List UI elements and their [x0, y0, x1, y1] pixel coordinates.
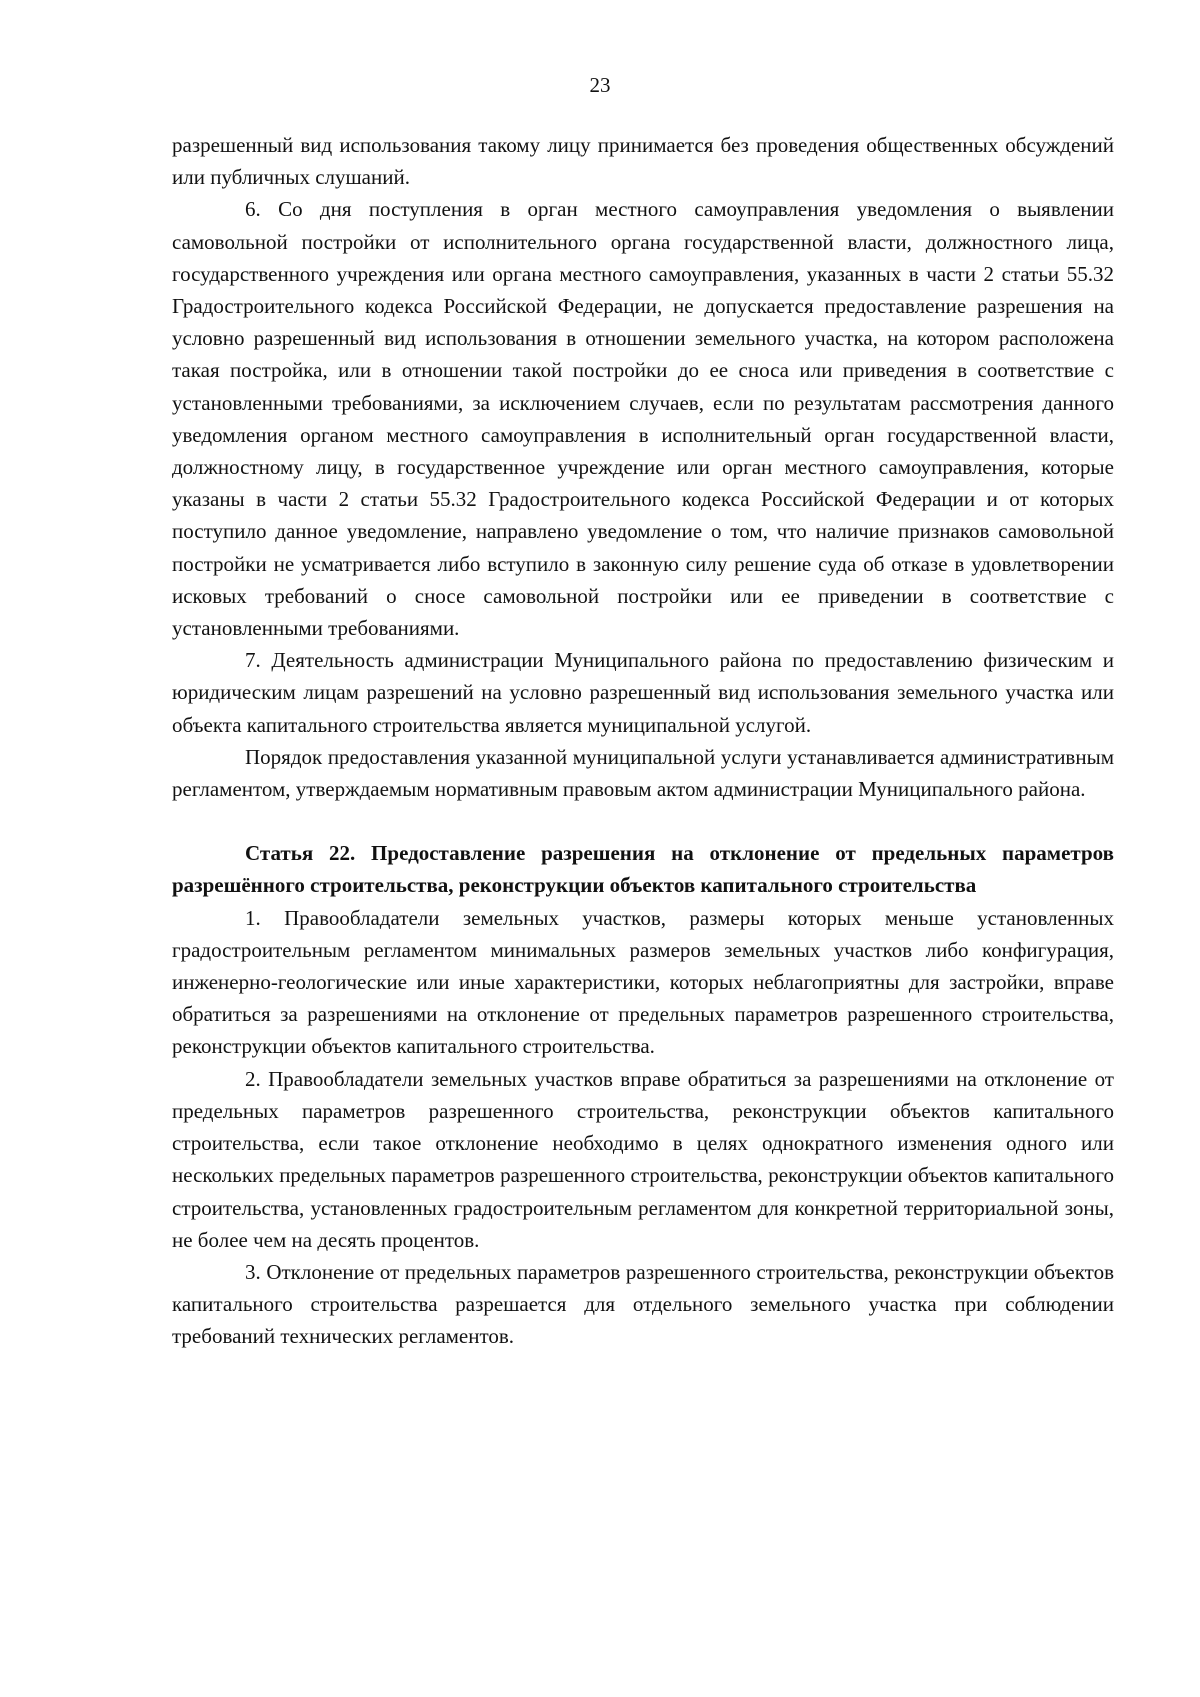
section-spacer: [172, 805, 1114, 837]
article-22-item-3: 3. Отклонение от предельных параметров разрешенного строительства, реконструкции объектов капитального строительства разрешается для отдельного земельного участка при соблюдении требований технических регламентов.: [172, 1259, 1114, 1349]
document-body: [172, 129, 1114, 1353]
paragraph-item-7: 7. Деятельность администрации Муниципального района по предоставлению физическим и юридическим лицам разрешений на условно разрешенный вид использования земельного участка или объекта капитального строительства является муниципальной услугой.: [172, 648, 1114, 737]
page-number: 23: [589, 73, 611, 97]
article-22-item-1: 1. Правообладатели земельных участков, размеры которых меньше установленных градостроительным регламентом минимальных размеров земельных участков либо конфигурация, инженерно-геологические или иные характеристики, которых неблагоприятны для застройки, вправе обратиться за разрешениями на отклонение от предельных параметров разрешенного строительства, реконструкции объектов капитального строительства.: [172, 905, 1114, 1059]
paragraph-service-order: Порядок предоставления указанной муниципальной услуги устанавливается административным регламентом, утверждаемым нормативным правовым актом администрации Муниципального района.: [172, 744, 1114, 802]
article-22-heading: Статья 22. Предоставление разрешения на отклонение от предельных параметров разрешённого строительства, реконструкции объектов капитального строительства: [172, 841, 1114, 898]
article-22-item-2: 2. Правообладатели земельных участков вправе обратиться за разрешениями на отклонение от предельных параметров разрешенного строительства, реконструкции объектов капитального строительства, если такое отклонение необходимо в целях однократного изменения одного или нескольких предельных параметров разрешенного строительства, реконструкции объектов капитального строительства, установленных градостроительным регламентом для конкретной территориальной зоны, не более чем на десять процентов.: [172, 1066, 1114, 1252]
paragraph-continuation: разрешенный вид использования такому лицу принимается без проведения общественных обсуждений или публичных слушаний.: [172, 133, 1114, 190]
paragraph-item-6: 6. Со дня поступления в орган местного самоуправления уведомления о выявлении самовольной постройки от исполнительного органа государственной власти, должностного лица, государственного учреждения или органа местного самоуправления, указанных в части 2 статьи 55.32 Градостроительного кодекса Российской Федерации, не допускается предоставление разрешения на условно разрешенный вид использования в отношении земельного участка, на котором расположена такая постройка, или в отношении такой постройки до ее сноса или приведения в соответствие с установленными требованиями, за исключением случаев, если по результатам рассмотрения данного уведомления органом местного самоуправления в исполнительный орган государственной власти, должностному лицу, в государственное учреждение или орган местного самоуправления, которые указаны в части 2 статьи 55.32 Градостроительного кодекса Российской Федерации и от которых поступило данное уведомление, направлено уведомление о том, что наличие признаков самовольной постройки не усматривается либо вступило в законную силу решение суда об отказе в удовлетворении исковых требований о сносе самовольной постройки или ее приведении в соответствие с установленными требованиями.: [172, 197, 1114, 641]
